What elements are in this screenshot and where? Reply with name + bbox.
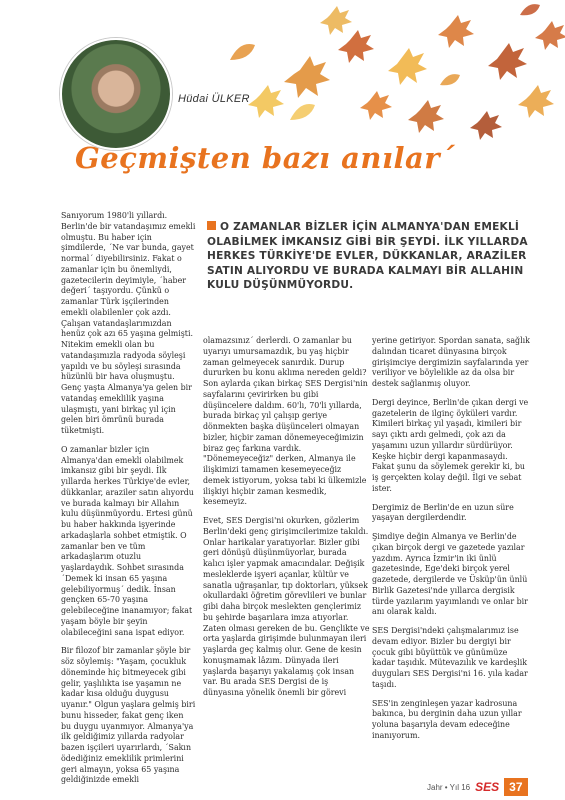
square-bullet-icon <box>207 221 216 230</box>
author-name: Hüdai ÜLKER <box>178 93 250 105</box>
paragraph: Dergi deyince, Berlin'de çıkan dergi ve gazetelerin de ilginç öyküleri vardır. Kimileri birkaç yıl yaşadı, kimileri bir sayı çıktı ardı gelmedi, çok azı da yaşamını uzun yıllardır sürdürüyor. Keşke hiçbir dergi kapanmasaydı. Fakat şunu da söylemek gerekir ki, bu iş gerçekten kolay değil. İlgi ve sebat ister. <box>372 397 529 493</box>
issue-label: Jahr • Yıl 16 <box>427 782 471 792</box>
page-footer <box>427 777 528 797</box>
page-number: 37 <box>504 778 527 796</box>
paragraph: O zamanlar bizler için Almanya'dan emekli olabilmek imkansız gibi bir şeydi. İlk yıllarda herkes Türkiye'de evler, dükkanlar, araziler satın alıyordu ve burada kalmayı bir Allahın kulu düşünmüyordu. Ertesi günü bu haber hakkında işyerinde arkadaşlarla sohbet etmiştik. O zamanlar ben ve tüm arkadaşlarım otuzlu yaşlardaydık. Sohbet sırasında ´Demek ki insan 65 yaşına gelebiliyormuş´ dedik. İnsan gençken 65-70 yaşına gelebileceğine inanamıyor; fakat yaşam böyle bir şeyin olabileceğini sana ispat ediyor. <box>61 444 194 637</box>
pull-quote-text: O ZAMANLAR BİZLER İÇİN ALMANYA'DAN EMEKLİ OLABİLMEK İMKANSIZ GİBİ BİR ŞEYDİ. İLK YILLARDA HERKES TÜRKİYE'DE EVLER, DÜKKANLAR, ARAZİLER SATIN ALIYORDU VE BURADA KALMAYI BİR ALLAHIN KULU DÜŞÜNMÜYORDU. <box>207 221 528 291</box>
article-column-1 <box>61 211 196 794</box>
paragraph: Dergimiz de Berlin'de en uzun süre yaşayan dergilerdendir. <box>372 502 514 523</box>
paragraph: yerine getiriyor. Spordan sanata, sağlık dalından ticaret dünyasına birçok girişimciye dergimizin sayfalarında yer veriliyor ve böylelikle az da olsa bir destek sağlanmış oluyor. <box>372 336 530 388</box>
article-column-3 <box>372 336 532 750</box>
paragraph: Evet, SES Dergisi'ni okurken, gözlerim Berlin'deki genç girişimcilerimize takıldı. Onlar harikalar yaratıyorlar. Bizler gibi geri dönüşü düşünmüyorlar, burada kalıcı işler yapmak amacındalar. Değişik mesleklerde işyeri açanlar, kültür ve sanatla uğraşanlar, tıp doktorları, yüksek okullardaki öğretim görevlileri ve bunlar gibi daha birçok meslekten gençlerimiz bu şehirde başarılara imza atıyorlar. Zaten olması gereken de bu. Gençlikte ve orta yaşlarda girişimde bulunmayan ileri yaşlarda geç kalmış olur. Gene de kesin konuşmamak lâzım. Dünyada ileri yaşlarda başarıyı yakalamış çok insan var. Bu arada SES Dergisi de iş dünyasına yönelik önemli bir görevi <box>203 516 370 697</box>
article-column-2 <box>203 336 370 707</box>
paragraph: SES Dergisi'ndeki çalışmalarımız ise devam ediyor. Bizler bu dergiyi bir çocuk gibi büyüttük ve günümüze kadar taşıdık. Mütevazılık ve kardeşlik duyguları SES Dergisi'ni 16. yıla kadar taşıdı. <box>372 626 528 689</box>
author-photo <box>60 38 172 150</box>
pull-quote <box>207 220 537 293</box>
paragraph: olamazsınız´ derlerdi. O zamanlar bu uyarıyı umursamazdık, bu yaş hiçbir zaman gelmeyecek sanırdık. Durup dururken bu konu aklıma nereden geldi? Son aylarda çıkan birkaç SES Dergisi'nin sayfalarını çevirirken bu gibi düşüncelere daldım. 60'lı, 70'li yıllarda, burada birkaç yıl çalışıp geriye dönmekten başka düşünceleri olmayan bizler, hiçbir zaman dönemeyeceğimizin biraz geç farkına vardık. "Dönemeyeceğiz" derken, Almanya ile ilişkimizi tamamen kesemeyeceğiz demek istiyorum, yoksa tabi ki ülkemizle ilişkiyi hiçbir zaman kesmedik, kesemeyiz. <box>203 336 368 507</box>
ses-logo: SES <box>475 780 500 794</box>
paragraph: Bir filozof bir zamanlar şöyle bir söz söylemiş: "Yaşam, çocukluk döneminde hiç bitmeyecek gibi gelir, yaşlılıkta ise yaşamın ne kadar kısa olduğu duygusu uyanır." Olgun yaşlara gelmiş biri bunu hisseder, fakat genç iken bu duygu uyanmıyor. Almanya'ya ilk geldiğimiz yıllarda radyolar bazen işçileri uyarırlardı, ´Sakın ödediğiniz emeklilik primlerini geri almayın, yoksa 65 yaşına geldiğinizde emekli <box>61 646 196 785</box>
paragraph: Sanıyorum 1980'li yıllardı. Berlin'de bir vatandaşımız emekli olmuştu. Bu haber için şimdilerde, ´Ne var bunda, gayet normal´ diyebilirsiniz. Fakat o zamanlar için bu önemliydi, gazetecilerin deyimiyle, ´haber değeri´ taşıyordu. Çünkü o zamanlar Türk işçilerinden emekli olabilenler çok azdı. Çalışan vatandaşlarımızdan henüz çok azı 65 yaşına gelmişti. Nitekim emekli olan bu vatandaşımızla radyoda söyleşi yapıldı ve bu söyleşi sırasında hüzünlü bir hava oluşmuştu. Genç yaşta Almanya'ya gelen bir vatandaş emeklilik yaşına ulaşmıştı, yani birkaç yıl için gelen biri ömrünü burada tüketmişti. <box>61 211 196 435</box>
paragraph: SES'in zenginleşen yazar kadrosuna bakınca, bu derginin daha uzun yıllar yoluna başarıyla devam edeceğine inanıyorum. <box>372 698 522 740</box>
paragraph: Şimdiye değin Almanya ve Berlin'de çıkan birçok dergi ve gazetede yazılar yazdım. Ayrıca İzmir'in iki ünlü gazetesinde, Ege'deki birçok yerel gazetede, dergilerde ve Üsküp'ün ünlü Birlik Gazetesi'nde yıllarca dergisik türde yazılarım yayımlandı ve onlar bir anı olarak kaldı. <box>372 532 528 617</box>
article-title: Geçmişten bazı anılar´ <box>75 141 456 175</box>
